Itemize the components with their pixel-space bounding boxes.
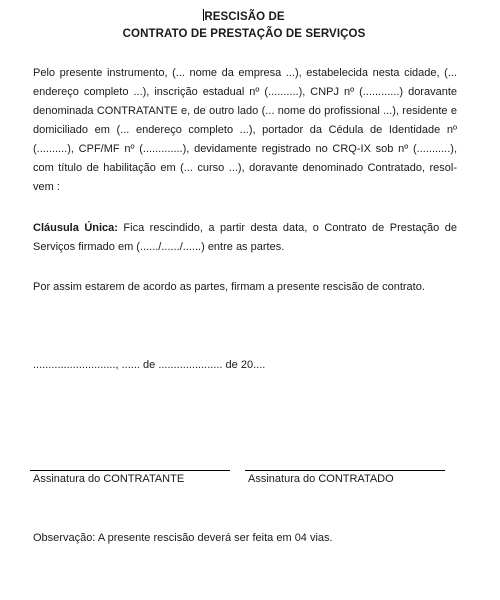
signature-line-contratado — [245, 470, 445, 471]
signature-label-contratado: Assinatura do CONTRATADO — [248, 473, 394, 485]
clause-label: Cláusula Única: — [33, 222, 118, 234]
signature-line-contratante — [30, 470, 230, 471]
intro-paragraph: Pelo presente instrumento, (... nome da empresa ...), estabelecida nesta cidade, (... endereço completo ...), inscrição estadual nº (..........), CNPJ nº (............) doravante denominada CONTRATANTE e, de outro lado (... nome do profissional ...), residente e domiciliado em (... endereço completo ...), portador da Cédula de Identidade nº (..........), CPF/MF nº (.............), devidamente registrado no CRQ-IX sob nº (...........), com título de habilitação em (... curso ...), doravante denominado Contratado, resol- vem : — [33, 67, 457, 193]
title-line-1-text: RESCISÃO DE — [204, 11, 285, 23]
observation-note: Observação: A presente rescisão deverá ser feita em 04 vias. — [33, 532, 333, 544]
document-title-line-2: CONTRATO DE PRESTAÇÃO DE SERVIÇOS — [122, 28, 366, 40]
signature-label-contratante: Assinatura do CONTRATANTE — [33, 473, 185, 485]
date-line: ..........................., ...... de ..................... de 20.... — [33, 359, 266, 371]
clause-paragraph — [33, 219, 457, 257]
closing-paragraph: Por assim estarem de acordo as partes, firmam a presente rescisão de contrato. — [33, 281, 425, 293]
clause-text: Fica rescindido, a partir desta data, o Contrato de Prestação de Serviços firmado em (....../....../......) entre as partes. — [33, 222, 458, 253]
document-title-line-1 — [0, 9, 494, 23]
